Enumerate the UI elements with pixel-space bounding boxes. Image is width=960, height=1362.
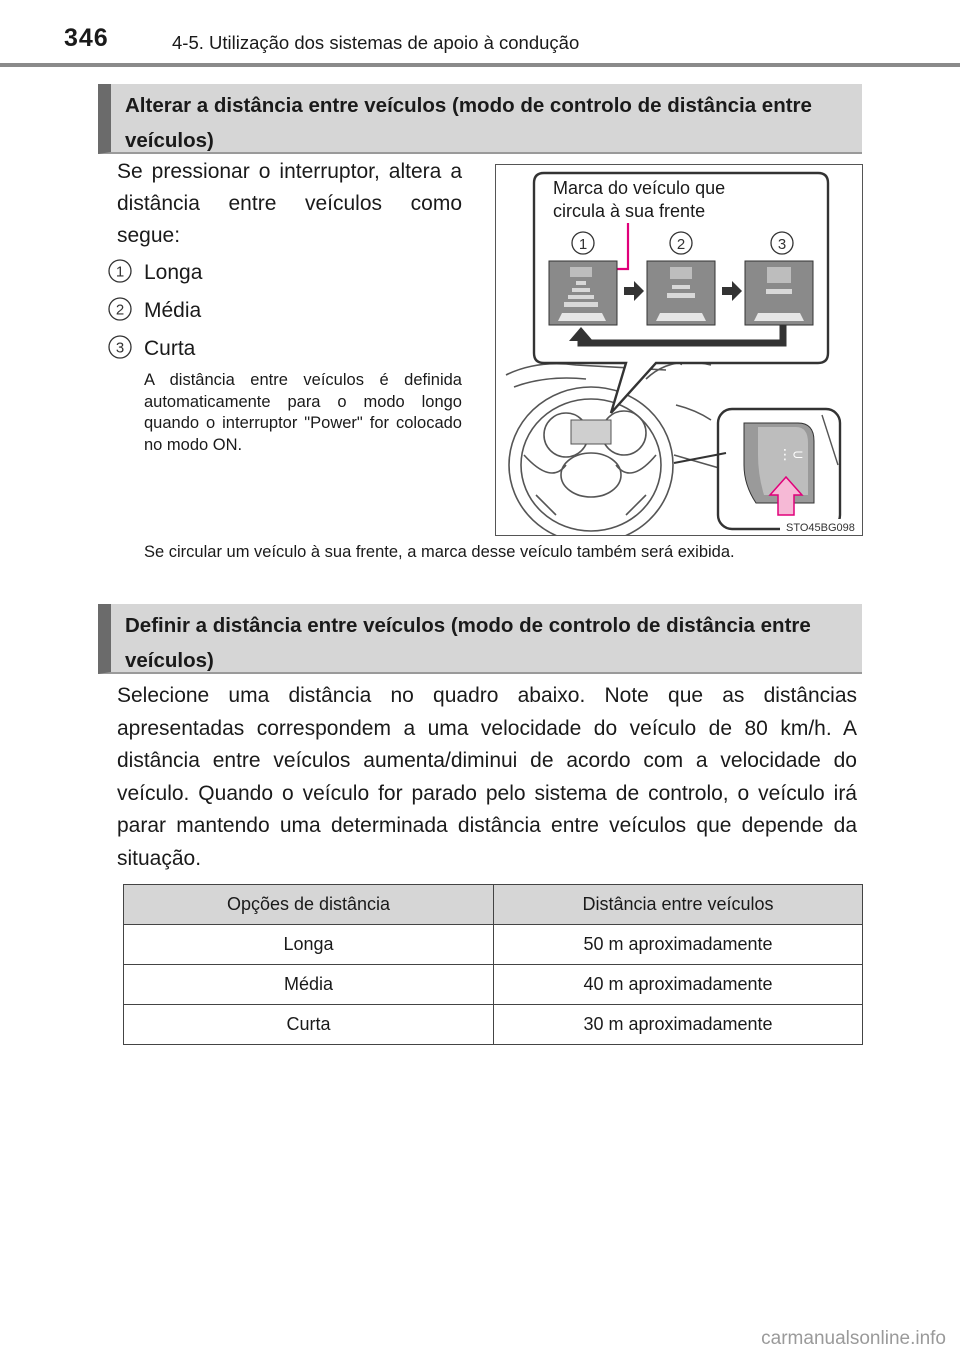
table-cell: Média [124,965,494,1005]
circle-outline-icon [108,258,134,284]
watermark: carmanualsonline.info [761,1328,946,1349]
page-number: 346 [64,24,109,52]
display-panel-long [549,261,617,325]
list-item-label: Média [144,299,202,322]
list-item-label: Longa [144,261,203,284]
table-row [124,1005,863,1045]
table-row [124,925,863,965]
table-row [124,965,863,1005]
callout-text-line2: circula à sua frente [553,201,706,221]
table-header-cell: Distância entre veículos [494,885,863,925]
table-header-row [124,885,863,925]
table-cell: 50 m aproximadamente [494,925,863,965]
table-cell: 40 m aproximadamente [494,965,863,1005]
chapter-title: 4-5. Utilização dos sistemas de apoio à condução [172,32,580,53]
circle-outline-icon [108,334,134,360]
note-default-mode: A distância entre veículos é definida automaticamente para o modo longo quando o interruptor "Power" for colocado no modo ON. [144,371,462,454]
table-cell: Longa [124,925,494,965]
table-cell: 30 m aproximadamente [494,1005,863,1045]
section-heading-change-distance: Alterar a distância entre veículos (modo de controlo de distância entre veículos) [98,84,862,154]
circle-number-text: 2 [115,301,125,319]
display-panel-short [745,261,813,325]
display-panel-medium [647,261,715,325]
distance-switch-icon: ⋮⊂ [778,447,804,463]
figure-code: STO45BG098 [786,522,855,534]
step-label-2: 2 [676,236,686,253]
illustration-distance-switch [495,164,863,536]
callout-text-line1: Marca do veículo que [553,178,726,198]
note-vehicle-ahead: Se circular um veículo à sua frente, a marca desse veículo também será exibida. [144,543,735,561]
header-rule [0,63,960,67]
distance-table [123,884,863,1045]
illustration-svg [496,165,862,535]
circled-number-icon [108,258,134,296]
list-item-label: Curta [144,337,196,360]
circle-outline-icon [108,296,134,322]
step-label-3: 3 [777,236,787,253]
section-heading-set-distance: Definir a distância entre veículos (modo de controlo de distância entre veículos) [98,604,862,674]
circled-number-icon [108,296,134,334]
display-shading [571,420,611,444]
page-header [0,0,960,66]
table-header-cell: Opções de distância [124,885,494,925]
body-paragraph: Selecione uma distância no quadro abaixo. Note que as distâncias apresentadas correspondem a uma velocidade do veículo de 80 km/h. A distância entre veículos aumenta/diminui de acordo com a velocidade do veículo. Quando o veículo for parado pelo sistema de controlo, o veículo irá parar mantendo uma determinada distância entre veículos que depende da situação. [117,684,857,870]
circled-number-icon [108,334,134,372]
step-label-1: 1 [578,236,588,253]
circle-number-text: 3 [115,339,125,357]
intro-paragraph: Se pressionar o interruptor, altera a distância entre veículos como segue: [117,160,462,247]
table-cell: Curta [124,1005,494,1045]
circle-number-text: 1 [115,263,125,281]
